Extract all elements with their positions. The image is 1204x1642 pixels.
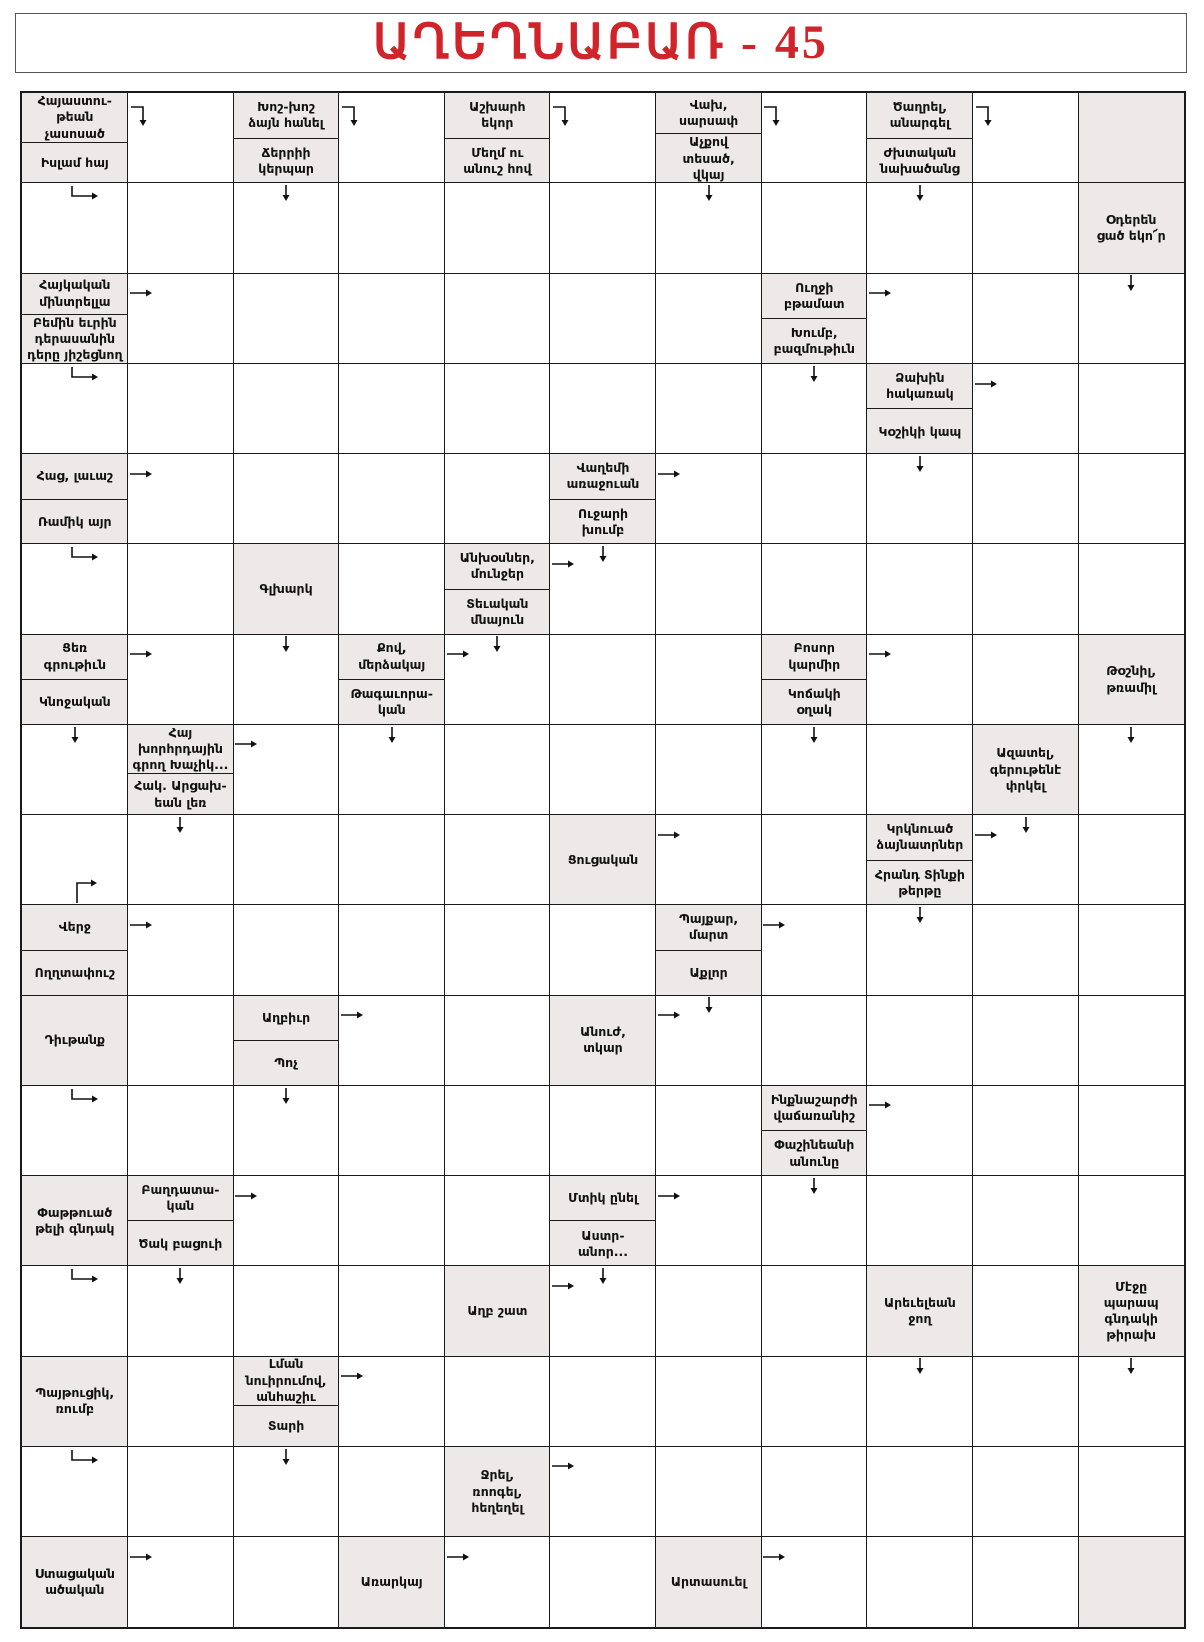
clue-text: Կրկնուած ձայնատրներ xyxy=(876,820,964,853)
clue-arrow-icon xyxy=(914,907,926,925)
clue-text: Վախ, սարսափ xyxy=(679,96,739,129)
clue-arrow-icon xyxy=(130,1551,154,1563)
clue-arrow-icon xyxy=(70,547,102,561)
clue-cell xyxy=(550,454,656,544)
grid-line xyxy=(22,995,1184,996)
clue-cell xyxy=(445,1266,551,1356)
answer-cell[interactable] xyxy=(1078,1176,1184,1266)
answer-cell[interactable] xyxy=(973,544,1079,634)
clue-arrow-icon xyxy=(1125,275,1137,293)
answer-cell[interactable] xyxy=(339,364,445,454)
grid-line xyxy=(338,93,339,1627)
clue-arrow-icon xyxy=(447,1551,471,1563)
clue-arrow-icon xyxy=(976,105,998,129)
answer-cell[interactable] xyxy=(761,1356,867,1446)
answer-cell[interactable] xyxy=(656,725,762,815)
clue-arrow-icon xyxy=(975,829,999,841)
answer-cell[interactable] xyxy=(445,1356,551,1446)
clue-text: Փաթթուած թելի գնդակ xyxy=(35,1204,115,1236)
clue-arrow-icon xyxy=(763,919,787,931)
answer-cell[interactable] xyxy=(233,364,339,454)
clue-cell xyxy=(1078,183,1184,273)
answer-cell[interactable] xyxy=(656,273,762,363)
grid-line xyxy=(22,543,1184,544)
clue-text: Հայկական մինտրելլա xyxy=(39,277,111,309)
clue-cell xyxy=(1078,1537,1184,1627)
grid-line xyxy=(233,93,234,1627)
clue-arrow-icon xyxy=(703,185,715,203)
clue-cell xyxy=(233,995,339,1085)
answer-cell[interactable] xyxy=(445,183,551,273)
clue-cell xyxy=(233,544,339,634)
clue-cell xyxy=(761,1086,867,1176)
clue-cell xyxy=(550,995,656,1085)
answer-cell[interactable] xyxy=(445,995,551,1085)
answer-cell[interactable] xyxy=(973,273,1079,363)
clue-arrow-icon xyxy=(764,105,786,129)
clue-text: Տեւական մնայուն xyxy=(445,589,551,635)
answer-cell[interactable] xyxy=(761,544,867,634)
clue-text: Ուղջի բթամատ xyxy=(783,279,845,311)
clue-arrow-icon xyxy=(70,1269,102,1283)
answer-cell[interactable] xyxy=(445,1176,551,1266)
answer-cell[interactable] xyxy=(656,364,762,454)
clue-arrow-icon xyxy=(70,367,102,381)
clue-text: Ջրել, ռոոգել, հեղեղել xyxy=(471,1467,524,1515)
clue-cell xyxy=(761,634,867,724)
clue-arrow-icon xyxy=(914,456,926,474)
answer-cell[interactable] xyxy=(550,364,656,454)
clue-cell xyxy=(128,725,234,815)
clue-cell xyxy=(550,815,656,905)
clue-arrow-icon xyxy=(869,1099,893,1111)
clue-text: Առարկայ xyxy=(360,1573,423,1589)
clue-arrow-icon xyxy=(658,1190,682,1202)
clue-cell xyxy=(22,1176,128,1266)
grid-line xyxy=(22,273,1184,274)
clue-text: Աչքով տեսած, վկայ xyxy=(656,133,762,183)
clue-cell xyxy=(128,1176,234,1266)
grid-line xyxy=(22,1085,1184,1086)
clue-text: Պայքար, մարտ xyxy=(679,911,739,943)
answer-cell[interactable] xyxy=(867,995,973,1085)
clue-text: Թօշնիլ, թռամիլ xyxy=(1106,663,1157,695)
clue-arrow-icon xyxy=(386,727,398,745)
answer-cell[interactable] xyxy=(1078,995,1184,1085)
clue-arrow-icon xyxy=(658,1009,682,1021)
clue-cell xyxy=(656,905,762,995)
answer-cell[interactable] xyxy=(339,1176,445,1266)
clue-arrow-icon xyxy=(1125,1358,1137,1376)
answer-cell[interactable] xyxy=(339,454,445,544)
clue-arrow-icon xyxy=(597,1268,609,1286)
grid-line xyxy=(549,93,550,1627)
answer-cell[interactable] xyxy=(1078,364,1184,454)
clue-arrow-icon xyxy=(552,1460,576,1472)
clue-text: Ժխտական նախածանց xyxy=(867,138,973,184)
clue-arrow-icon xyxy=(130,648,154,660)
clue-text: Ծաղրել, անարգել xyxy=(889,99,950,131)
page-title: ԱՂԵՂՆԱԲԱՌ - 45 xyxy=(373,16,829,69)
answer-cell[interactable] xyxy=(656,544,762,634)
grid-line xyxy=(22,634,1184,635)
clue-arrow-icon xyxy=(553,105,575,129)
clue-cell xyxy=(22,1356,128,1446)
clue-cell xyxy=(867,93,973,183)
answer-cell[interactable] xyxy=(550,1356,656,1446)
answer-cell[interactable] xyxy=(445,815,551,905)
answer-cell[interactable] xyxy=(656,1086,762,1176)
answer-cell[interactable] xyxy=(128,995,234,1085)
answer-cell[interactable] xyxy=(128,183,234,273)
clue-arrow-icon xyxy=(914,185,926,203)
grid-line xyxy=(761,93,762,1627)
clue-arrow-icon xyxy=(280,185,292,203)
clue-text: Աղբ շատ xyxy=(467,1303,528,1319)
clue-text: Ողղտափուշ xyxy=(22,950,128,996)
clue-text: Քով, մերձակայ xyxy=(358,640,426,672)
clue-arrow-icon xyxy=(174,1268,186,1286)
clue-text: Ինքնաշարժի վաճառանիշ xyxy=(770,1091,858,1123)
clue-arrow-icon xyxy=(69,727,81,745)
grid-line xyxy=(22,1446,1184,1447)
answer-cell[interactable] xyxy=(973,634,1079,724)
clue-arrow-icon xyxy=(552,1280,576,1292)
answer-cell[interactable] xyxy=(656,1266,762,1356)
clue-text: Բեմին եւրին դերասանին դերը յիշեցնող xyxy=(22,314,128,364)
clue-arrow-icon xyxy=(1020,817,1032,835)
clue-text: Կօշիկի կապ xyxy=(867,408,973,454)
answer-cell[interactable] xyxy=(550,634,656,724)
clue-cell xyxy=(867,1266,973,1356)
clue-arrow-icon xyxy=(808,366,820,384)
answer-cell[interactable] xyxy=(128,1447,234,1537)
clue-text: Արեւելեան ջող xyxy=(883,1294,956,1327)
grid-line xyxy=(22,453,1184,454)
answer-cell[interactable] xyxy=(339,905,445,995)
clue-text: Լման նուիրումով, անհաշիւ xyxy=(245,1356,327,1404)
clue-arrow-icon xyxy=(975,378,999,390)
answer-cell[interactable] xyxy=(973,183,1079,273)
grid-line xyxy=(1078,93,1079,1627)
grid-line xyxy=(22,182,1184,183)
answer-cell[interactable] xyxy=(550,273,656,363)
answer-cell[interactable] xyxy=(233,905,339,995)
clue-text: Տարի xyxy=(233,1405,339,1446)
answer-cell[interactable] xyxy=(445,454,551,544)
grid-line xyxy=(22,904,1184,905)
clue-text: Արտասուել xyxy=(670,1573,747,1589)
answer-cell[interactable] xyxy=(339,1447,445,1537)
clue-arrow-icon xyxy=(869,648,893,660)
clue-cell xyxy=(22,93,128,183)
crossword-grid xyxy=(20,91,1186,1629)
clue-text: Հայ խորհրդային գրող Խաչիկ... xyxy=(132,724,229,773)
clue-text: Հրանդ Տինքի թերթը xyxy=(867,860,973,906)
clue-text: Օդերեն ցած եկո՜ր xyxy=(1096,212,1166,244)
answer-cell[interactable] xyxy=(973,454,1079,544)
answer-cell[interactable] xyxy=(339,815,445,905)
answer-cell[interactable] xyxy=(761,183,867,273)
clue-arrow-icon xyxy=(130,919,154,931)
title-box xyxy=(15,13,1187,73)
clue-text: Ուջարի խումբ xyxy=(550,499,656,545)
answer-cell[interactable] xyxy=(867,1447,973,1537)
clue-text: Հաց, լաւաշ xyxy=(36,468,114,484)
answer-cell[interactable] xyxy=(656,1356,762,1446)
clue-text: Դիւթանք xyxy=(44,1032,106,1048)
clue-cell xyxy=(550,1176,656,1266)
grid-line xyxy=(22,1265,1184,1266)
clue-text: Բոսոր կարմիր xyxy=(788,640,841,672)
clue-cell xyxy=(867,364,973,454)
answer-cell[interactable] xyxy=(233,454,339,544)
clue-text: Աքլոր xyxy=(656,950,762,996)
clue-cell xyxy=(233,93,339,183)
clue-cell xyxy=(22,905,128,995)
clue-text: Ստացական ածական xyxy=(34,1565,115,1597)
clue-arrow-icon xyxy=(70,186,102,200)
answer-cell[interactable] xyxy=(973,1537,1079,1627)
clue-arrow-icon xyxy=(1125,727,1137,745)
grid-line xyxy=(972,93,973,1627)
clue-text: Հայաստու- թեան չասոսած xyxy=(37,93,112,141)
answer-cell[interactable] xyxy=(233,273,339,363)
answer-cell[interactable] xyxy=(445,364,551,454)
clue-arrow-icon xyxy=(763,1551,787,1563)
clue-text: Մեղմ ու անուշ հով xyxy=(445,138,551,184)
clue-arrow-icon xyxy=(341,1009,365,1021)
clue-arrow-icon xyxy=(174,817,186,835)
clue-cell xyxy=(1078,634,1184,724)
clue-text: Վերջ xyxy=(58,919,91,935)
grid-line xyxy=(22,814,1184,815)
answer-cell[interactable] xyxy=(973,995,1079,1085)
clue-text: Խումբ, բազմութիւն xyxy=(761,318,867,364)
clue-text: Ցուցական xyxy=(567,851,639,867)
clue-text: Բաղդատա- կան xyxy=(141,1181,220,1214)
clue-arrow-icon xyxy=(808,1178,820,1196)
answer-cell[interactable] xyxy=(233,815,339,905)
answer-cell[interactable] xyxy=(1078,544,1184,634)
clue-cell xyxy=(339,634,445,724)
clue-cell xyxy=(22,634,128,724)
answer-cell[interactable] xyxy=(761,454,867,544)
clue-text: Ռամիկ այր xyxy=(22,499,128,545)
clue-text: Գլխարկ xyxy=(259,581,313,597)
answer-cell[interactable] xyxy=(445,905,551,995)
clue-arrow-icon xyxy=(341,1370,365,1382)
answer-cell[interactable] xyxy=(1078,905,1184,995)
answer-cell[interactable] xyxy=(1078,1086,1184,1176)
answer-cell[interactable] xyxy=(233,1537,339,1627)
answer-cell[interactable] xyxy=(339,1266,445,1356)
clue-cell xyxy=(22,1537,128,1627)
clue-cell xyxy=(22,454,128,544)
clue-cell xyxy=(233,1356,339,1446)
clue-arrow-icon xyxy=(235,1190,259,1202)
clue-arrow-icon xyxy=(280,1449,292,1467)
clue-text: Պայթուցիկ, ռումբ xyxy=(35,1385,115,1417)
clue-cell xyxy=(445,1447,551,1537)
clue-arrow-icon xyxy=(658,829,682,841)
clue-text: Մտիկ ընել xyxy=(568,1190,638,1205)
clue-arrow-icon xyxy=(658,468,682,480)
answer-cell[interactable] xyxy=(550,183,656,273)
answer-cell[interactable] xyxy=(445,725,551,815)
clue-arrow-icon xyxy=(808,727,820,745)
clue-arrow-icon xyxy=(70,1089,102,1103)
answer-cell[interactable] xyxy=(973,1447,1079,1537)
answer-cell[interactable] xyxy=(761,815,867,905)
clue-cell xyxy=(867,815,973,905)
clue-text: Աստր- անոր... xyxy=(550,1220,656,1266)
clue-arrow-icon xyxy=(130,287,154,299)
grid-line xyxy=(22,363,1184,364)
clue-arrow-icon xyxy=(280,636,292,654)
answer-cell[interactable] xyxy=(973,1086,1079,1176)
answer-cell[interactable] xyxy=(339,183,445,273)
clue-cell xyxy=(656,93,762,183)
answer-cell[interactable] xyxy=(128,1086,234,1176)
clue-text: Ցեռ գրութիւն xyxy=(43,640,106,672)
clue-text: Փաշինեանի անունը xyxy=(761,1130,867,1176)
answer-cell[interactable] xyxy=(445,273,551,363)
clue-text: Մէջը պարապ գնդակի թիրախ xyxy=(1103,1278,1159,1343)
answer-cell[interactable] xyxy=(233,1266,339,1356)
clue-cell xyxy=(1078,93,1184,183)
grid-line xyxy=(22,1536,1184,1537)
answer-cell[interactable] xyxy=(867,725,973,815)
answer-cell[interactable] xyxy=(761,995,867,1085)
clue-cell xyxy=(973,725,1079,815)
answer-cell[interactable] xyxy=(550,725,656,815)
clue-text: Ազատել, գերութենէ փրկել xyxy=(989,745,1062,793)
grid-line xyxy=(22,724,1184,725)
clue-arrow-icon xyxy=(235,738,259,750)
clue-text: Անուժ, տկար xyxy=(580,1024,626,1056)
answer-cell[interactable] xyxy=(761,1266,867,1356)
answer-cell[interactable] xyxy=(867,1176,973,1266)
clue-text: Ճերրիի կերպար xyxy=(233,138,339,184)
clue-arrow-icon xyxy=(130,468,154,480)
clue-text: Կնոջական xyxy=(22,679,128,725)
clue-arrow-icon xyxy=(131,105,153,129)
clue-arrow-icon xyxy=(703,997,715,1015)
answer-cell[interactable] xyxy=(550,1086,656,1176)
answer-cell[interactable] xyxy=(339,273,445,363)
answer-cell[interactable] xyxy=(761,1447,867,1537)
clue-arrow-icon xyxy=(869,287,893,299)
answer-cell[interactable] xyxy=(128,364,234,454)
answer-cell[interactable] xyxy=(128,1356,234,1446)
clue-arrow-icon xyxy=(342,105,364,129)
clue-text: Հակ. Արցախ- եան լեռ xyxy=(128,773,234,814)
clue-cell xyxy=(656,1537,762,1627)
clue-text: Խոշ-խոշ ձայն հանել xyxy=(248,99,324,131)
answer-cell[interactable] xyxy=(973,1266,1079,1356)
clue-text: Պոչ xyxy=(233,1040,339,1086)
answer-cell[interactable] xyxy=(445,1086,551,1176)
answer-cell[interactable] xyxy=(550,905,656,995)
answer-cell[interactable] xyxy=(867,1537,973,1627)
clue-text: Վաղեմի առաջուան xyxy=(566,460,640,492)
clue-cell xyxy=(1078,1266,1184,1356)
grid-line xyxy=(655,93,656,1627)
answer-cell[interactable] xyxy=(867,544,973,634)
clue-cell xyxy=(445,544,551,634)
clue-text: Ծակ բացուի xyxy=(128,1220,234,1266)
clue-cell xyxy=(445,93,551,183)
clue-arrow-icon xyxy=(70,1450,102,1464)
answer-cell[interactable] xyxy=(1078,454,1184,544)
clue-text: Աշխարհ եկոր xyxy=(469,99,526,131)
clue-arrow-icon xyxy=(914,1358,926,1376)
answer-cell[interactable] xyxy=(550,1537,656,1627)
clue-text: Ձախին հակառակ xyxy=(886,369,954,402)
clue-text: Իսլամ հայ xyxy=(22,142,128,183)
grid-line xyxy=(127,93,128,1627)
answer-cell[interactable] xyxy=(656,1447,762,1537)
answer-cell[interactable] xyxy=(973,1356,1079,1446)
answer-cell[interactable] xyxy=(973,905,1079,995)
clue-text: Անխօսներ, մունջեր xyxy=(459,550,535,582)
clue-arrow-icon xyxy=(491,636,503,654)
grid-line xyxy=(866,93,867,1627)
clue-text: Կոճակի օղակ xyxy=(761,679,867,725)
grid-line xyxy=(22,1175,1184,1176)
clue-arrow-icon xyxy=(447,648,471,660)
answer-cell[interactable] xyxy=(1078,815,1184,905)
clue-arrow-icon xyxy=(597,546,609,564)
clue-text: Թագաւորա- կան xyxy=(339,679,445,725)
grid-line xyxy=(22,1356,1184,1357)
clue-arrow-icon xyxy=(552,558,576,570)
clue-cell xyxy=(22,995,128,1085)
clue-arrow-icon xyxy=(280,1088,292,1106)
answer-cell[interactable] xyxy=(973,1176,1079,1266)
clue-cell xyxy=(339,1537,445,1627)
answer-cell[interactable] xyxy=(339,544,445,634)
clue-text: Աղբիւր xyxy=(261,1009,311,1025)
answer-cell[interactable] xyxy=(656,634,762,724)
answer-cell[interactable] xyxy=(339,1086,445,1176)
answer-cell[interactable] xyxy=(128,544,234,634)
clue-arrow-icon xyxy=(75,879,101,903)
clue-cell xyxy=(761,273,867,363)
answer-cell[interactable] xyxy=(1078,1447,1184,1537)
grid-line xyxy=(444,93,445,1627)
clue-cell xyxy=(22,273,128,363)
